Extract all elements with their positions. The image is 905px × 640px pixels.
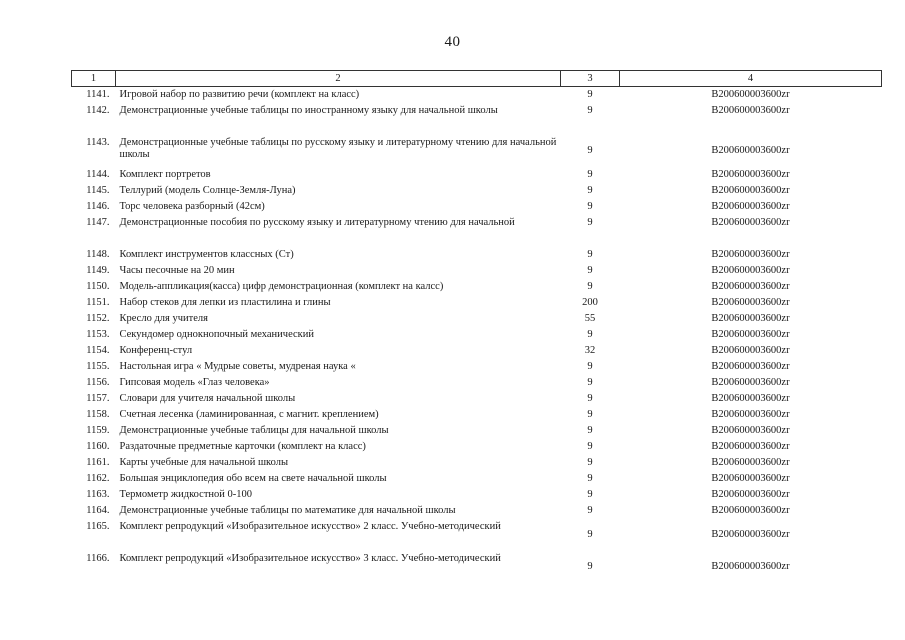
table-row [72, 359, 882, 375]
table-row [72, 439, 882, 455]
table-row [72, 135, 882, 167]
row-number: 1161. [86, 457, 110, 468]
table-row [72, 343, 882, 359]
item-quantity: 9 [587, 145, 593, 156]
item-name: Часы песочные на 20 мин [119, 265, 235, 276]
item-name: Модель-аппликация(касса) цифр демонстрационная (комплект на калсс) [119, 281, 444, 292]
item-code: B200600003600zr [711, 361, 790, 372]
item-quantity: 200 [582, 297, 598, 308]
table-row [72, 87, 882, 104]
item-name: Комплект репродукций «Изобразительное искусство» 2 класс. Учебно-методический [119, 521, 501, 532]
column-header-1: 1 [72, 71, 116, 87]
item-quantity: 9 [587, 329, 593, 340]
item-name: Секундомер однокнопочный механический [119, 329, 314, 340]
column-header-2: 2 [116, 71, 561, 87]
item-quantity: 9 [587, 377, 593, 388]
item-quantity: 9 [587, 361, 593, 372]
row-number: 1160. [86, 441, 110, 452]
row-number: 1163. [86, 489, 110, 500]
row-number: 1153. [86, 329, 110, 340]
item-name: Демонстрационные учебные таблицы по иностранному языку для начальной школы [119, 105, 498, 116]
item-quantity: 55 [584, 313, 596, 324]
item-code: B200600003600zr [711, 561, 790, 572]
table-row [72, 167, 882, 183]
table-row [72, 471, 882, 487]
item-quantity: 9 [587, 505, 593, 516]
item-quantity: 9 [587, 457, 593, 468]
row-number: 1144. [86, 169, 110, 180]
row-number: 1148. [86, 249, 110, 260]
item-code: B200600003600zr [711, 89, 790, 100]
item-name: Теллурий (модель Солнце-Земля-Луна) [119, 185, 296, 196]
item-name: Комплект репродукций «Изобразительное искусство» 3 класс. Учебно-методический [119, 553, 501, 564]
item-quantity: 9 [587, 217, 593, 228]
item-code: B200600003600zr [711, 201, 790, 212]
item-quantity: 9 [587, 393, 593, 404]
row-number: 1149. [86, 265, 110, 276]
table-row [72, 279, 882, 295]
item-name: Демонстрационные учебные таблицы для начальной школы [119, 425, 389, 436]
item-code: B200600003600zr [711, 393, 790, 404]
item-name: Демонстрационные учебные таблицы по математике для начальной школы [119, 505, 456, 516]
item-quantity: 9 [587, 265, 593, 276]
table-row [72, 519, 882, 551]
row-number: 1158. [86, 409, 110, 420]
item-code: B200600003600zr [711, 505, 790, 516]
table-row [72, 327, 882, 343]
item-quantity: 9 [587, 185, 593, 196]
row-number: 1155. [86, 361, 110, 372]
item-quantity: 9 [587, 201, 593, 212]
item-code: B200600003600zr [711, 105, 790, 116]
item-code: B200600003600zr [711, 281, 790, 292]
item-code: B200600003600zr [711, 329, 790, 340]
table-row [72, 375, 882, 391]
item-quantity: 9 [587, 281, 593, 292]
item-quantity: 9 [587, 561, 593, 572]
item-name: Счетная лесенка (ламинированная, с магнит. креплением) [119, 409, 379, 420]
item-code: B200600003600zr [711, 345, 790, 356]
row-number: 1141. [86, 89, 110, 100]
item-quantity: 9 [587, 489, 593, 500]
item-code: B200600003600zr [711, 145, 790, 156]
table-row [72, 183, 882, 199]
item-quantity: 9 [587, 473, 593, 484]
row-number: 1162. [86, 473, 110, 484]
table-row [72, 407, 882, 423]
table-row [72, 487, 882, 503]
item-name: Гипсовая модель «Глаз человека» [119, 377, 270, 388]
row-number: 1166. [86, 553, 110, 564]
item-quantity: 9 [587, 105, 593, 116]
row-number: 1145. [86, 185, 110, 196]
row-number: 1159. [86, 425, 110, 436]
item-quantity: 9 [587, 529, 593, 540]
table-header-row [72, 71, 882, 87]
table-row [72, 423, 882, 439]
table-row [72, 199, 882, 215]
row-number: 1154. [86, 345, 110, 356]
row-number: 1147. [86, 217, 110, 228]
inventory-table [71, 70, 882, 583]
item-code: B200600003600zr [711, 473, 790, 484]
item-quantity: 9 [587, 425, 593, 436]
item-code: B200600003600zr [711, 169, 790, 180]
item-name: Большая энциклопедия обо всем на свете начальной школы [119, 473, 387, 484]
item-name: Игровой набор по развитию речи (комплект на класс) [119, 89, 360, 100]
item-quantity: 9 [587, 441, 593, 452]
item-name: Настольная игра « Мудрые советы, мудреная наука « [119, 361, 356, 372]
item-name: Комплект портретов [119, 169, 211, 180]
table-row [72, 247, 882, 263]
item-name: Торс человека разборный (42см) [119, 201, 265, 212]
item-name: Карты учебные для начальной школы [119, 457, 289, 468]
item-code: B200600003600zr [711, 217, 790, 228]
table-row [72, 215, 882, 247]
item-name: Словари для учителя начальной школы [119, 393, 296, 404]
row-number: 1143. [86, 137, 110, 148]
row-number: 1156. [86, 377, 110, 388]
item-code: B200600003600zr [711, 377, 790, 388]
table-row [72, 391, 882, 407]
item-code: B200600003600zr [711, 457, 790, 468]
page-number: 40 [444, 34, 461, 50]
item-code: B200600003600zr [711, 409, 790, 420]
table-row [72, 311, 882, 327]
row-number: 1165. [86, 521, 110, 532]
item-quantity: 9 [587, 89, 593, 100]
item-name: Кресло для учителя [119, 313, 208, 324]
table-row [72, 503, 882, 519]
item-code: B200600003600zr [711, 441, 790, 452]
table-row [72, 551, 882, 583]
table-row [72, 295, 882, 311]
item-quantity: 9 [587, 249, 593, 260]
table-row [72, 455, 882, 471]
row-number: 1142. [86, 105, 110, 116]
item-name: Комплект инструментов классных (Ст) [119, 249, 294, 260]
item-quantity: 9 [587, 409, 593, 420]
table-row [72, 263, 882, 279]
item-quantity: 9 [587, 169, 593, 180]
row-number: 1157. [86, 393, 110, 404]
row-number: 1151. [86, 297, 110, 308]
item-name: Термометр жидкостной 0-100 [119, 489, 253, 500]
item-code: B200600003600zr [711, 529, 790, 540]
item-code: B200600003600zr [711, 489, 790, 500]
item-code: B200600003600zr [711, 265, 790, 276]
column-header-4: 4 [620, 71, 882, 87]
row-number: 1152. [86, 313, 110, 324]
item-code: B200600003600zr [711, 249, 790, 260]
item-code: B200600003600zr [711, 185, 790, 196]
item-name: Демонстрационные учебные таблицы по русскому языку и литературному чтению для начальной школы [119, 137, 557, 160]
item-name: Набор стеков для лепки из пластилина и глины [119, 297, 331, 308]
table-row [72, 103, 882, 135]
row-number: 1150. [86, 281, 110, 292]
item-quantity: 32 [584, 345, 596, 356]
row-number: 1146. [86, 201, 110, 212]
column-header-3: 3 [561, 71, 620, 87]
item-name: Конференц-стул [119, 345, 193, 356]
item-code: B200600003600zr [711, 313, 790, 324]
item-code: B200600003600zr [711, 425, 790, 436]
item-name: Раздаточные предметные карточки (комплект на класс) [119, 441, 366, 452]
item-code: B200600003600zr [711, 297, 790, 308]
item-name: Демонстрационные пособия по русскому языку и литературному чтению для начальной [119, 217, 515, 228]
row-number: 1164. [86, 505, 110, 516]
